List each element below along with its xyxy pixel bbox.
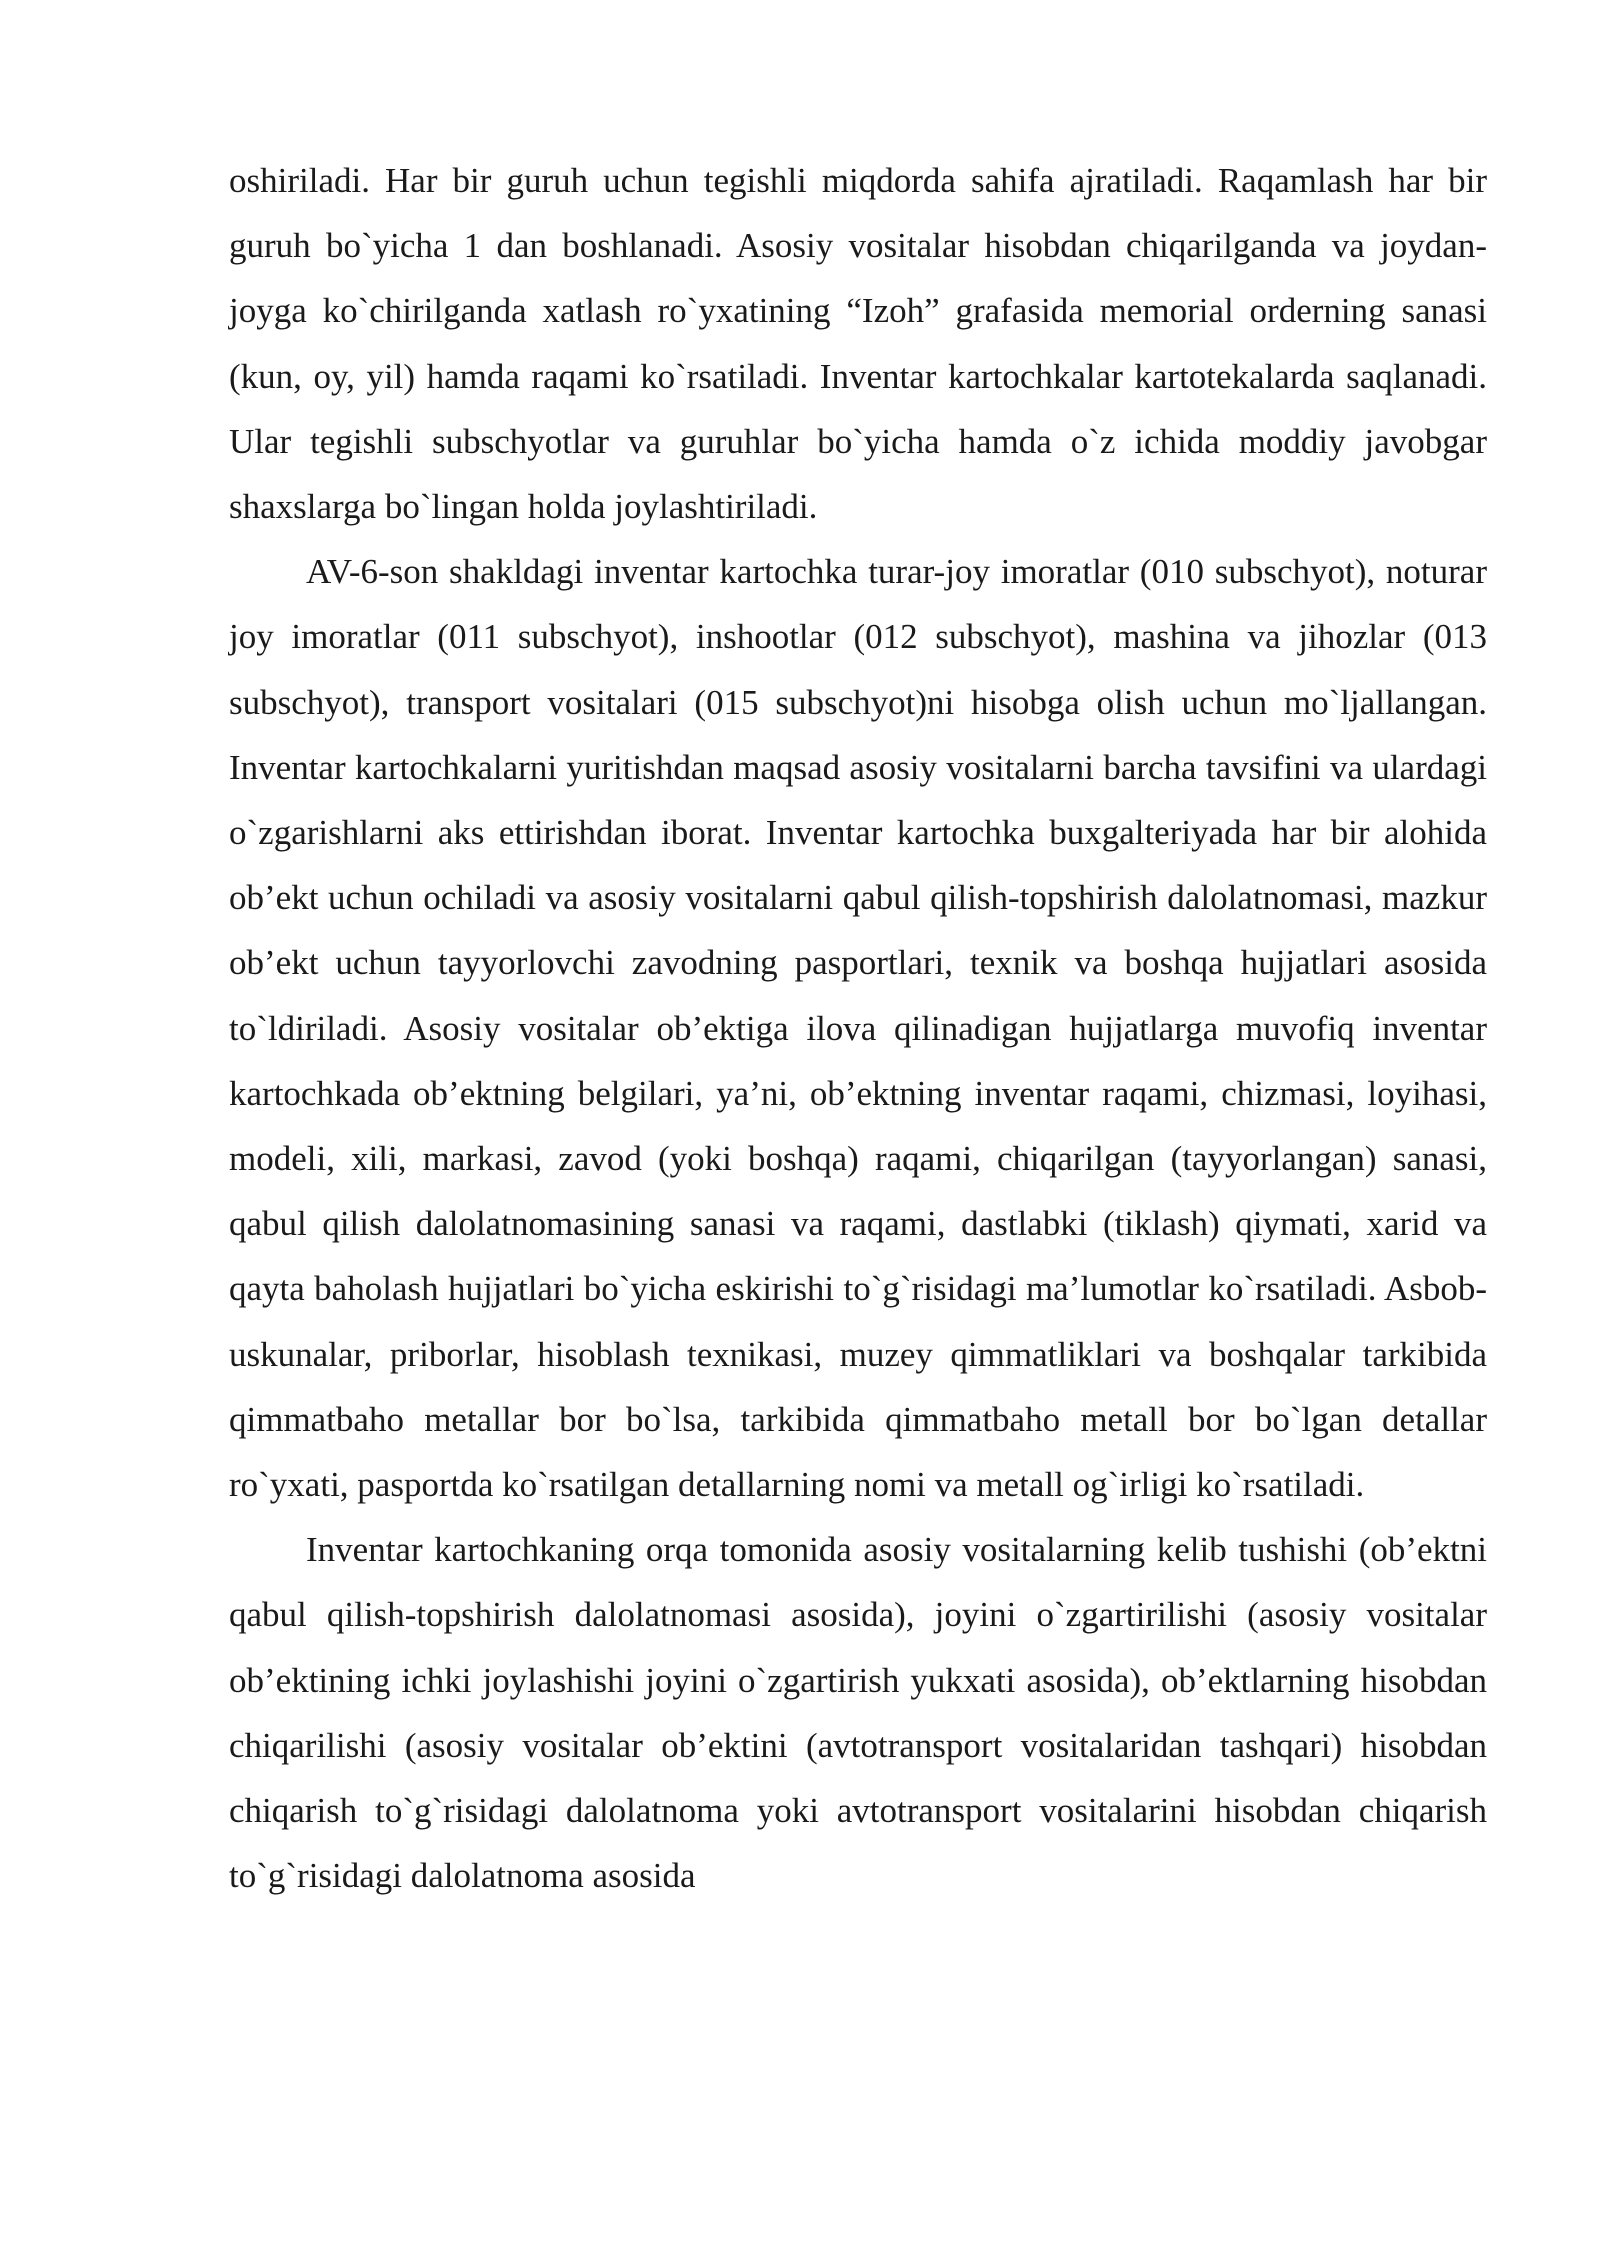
paragraph-card-reverse-side: Inventar kartochkaning orqa tomonida asosiy vositalarning kelib tushishi (ob’ektni qabul qilish-topshirish dalolatnomasi asosida), joyini o`zgartirilishi (asosiy vositalar ob’ektining ichki joylashishi joyini o`zgartirish yukxati asosida), ob’ektlarning hisobdan chiqarilishi (asosiy vositalar ob’ektini (avtotransport vositalaridan tashqari) hisobdan chiqarish to`g`risidagi dalolatnoma yoki avtotransport vositalarini hisobdan chiqarish to`g`risidagi dalolatnoma asosida [229, 1530, 1487, 1896]
paragraph-inventory-card-av6: AV-6-son shakldagi inventar kartochka turar-joy imoratlar (010 subschyot), noturar joy imoratlar (011 subschyot), inshootlar (012 subschyot), mashina va jihozlar (013 subschyot), transport vositalari (015 subschyot)ni hisobga olish uchun mo`ljallangan. Inventar kartochkalarni yuritishdan maqsad asosiy vositalarni barcha tavsifini va ulardagi o`zgarishlarni aks ettirishdan iborat. Inventar kartochka buxgalteriyada har bir alohida ob’ekt uchun ochiladi va asosiy vositalarni qabul qilish-topshirish dalolatnomasi, mazkur ob’ekt uchun tayyorlovchi zavodning pasportlari, texnik va boshqa hujjatlari asosida to`ldiriladi. Asosiy vositalar ob’ektiga ilova qilinadigan hujjatlarga muvofiq inventar kartochkada ob’ektning belgilari, ya’ni, ob’ektning inventar raqami, chizmasi, loyihasi, modeli, xili, markasi, zavod (yoki boshqa) raqami, chiqarilgan (tayyorlangan) sanasi, qabul qilish dalolatnomasining sanasi va raqami, dastlabki (tiklash) qiymati, xarid va qayta baholash hujjatlari bo`yicha eskirishi to`g`risidagi ma’lumotlar ko`rsatiladi. Asbob-uskunalar, priborlar, hisoblash texnikasi, muzey qimmatliklari va boshqalar tarkibida qimmatbaho metallar bor bo`lsa, tarkibida qimmatbaho metall bor bo`lgan detallar ro`yxati, pasportda ko`rsatilgan detallarning nomi va metall og`irligi ko`rsatiladi. [229, 552, 1487, 1505]
document-body [229, 148, 1487, 1908]
paragraph-continuation: oshiriladi. Har bir guruh uchun tegishli miqdorda sahifa ajratiladi. Raqamlash har bir guruh bo`yicha 1 dan boshlanadi. Asosiy vositalar hisobdan chiqarilganda va joydan-joyga ko`chirilganda xatlash ro`yxatining “Izoh” grafasida memorial orderning sanasi (kun, oy, yil) hamda raqami ko`rsatiladi. Inventar kartochkalar kartotekalarda saqlanadi. Ular tegishli subschyotlar va guruhlar bo`yicha hamda o`z ichida moddiy javobgar shaxslarga bo`lingan holda joylashtiriladi. [229, 161, 1487, 527]
